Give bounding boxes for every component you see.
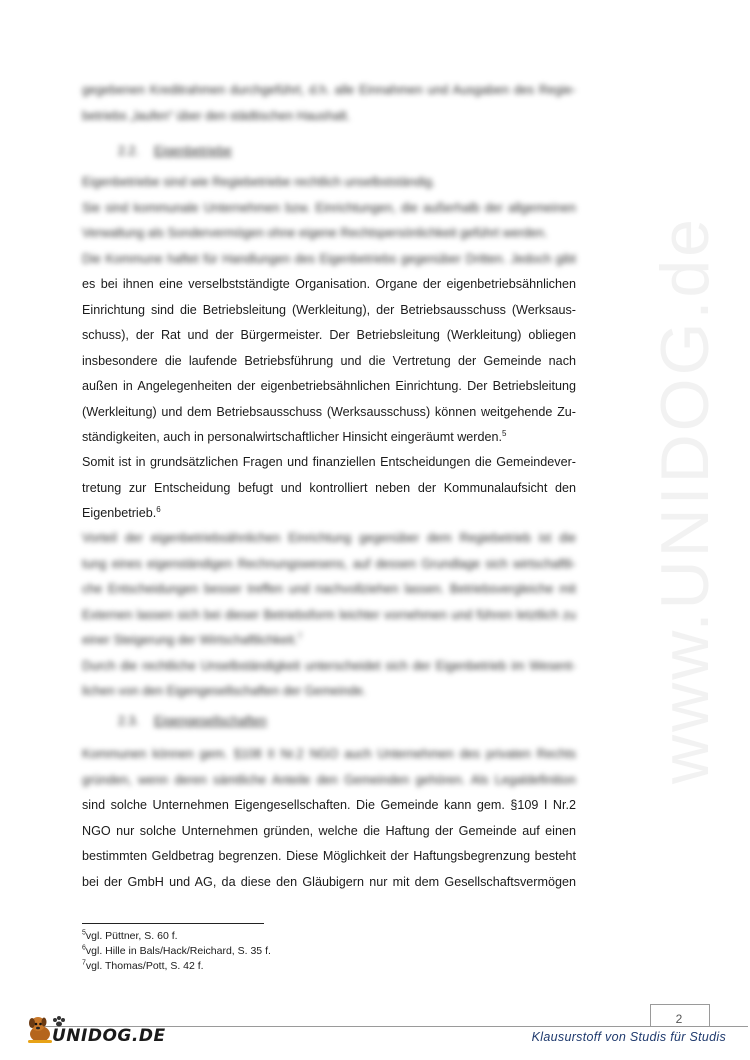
section-number: 2.3.: [118, 714, 140, 728]
section-heading-2-2: [82, 139, 612, 165]
text-line: Durch die rechtliche Unselbständigkeit unterscheidet sich der Eigenbetrieb im Wesent-: [82, 658, 576, 673]
text-line: bestimmten Geldbetrag begrenzen. Diese Möglichkeit der Haftungsbegrenzung besteht: [82, 849, 576, 863]
paragraph-eigenbetriebe: [82, 272, 576, 451]
footnote: $^7$vgl. Thomas/Pott, S. 42 f.: [82, 959, 204, 972]
text-line: Vorteil der eigenbetriebsähnlichen Einrichtung gegenüber dem Regiebetrieb ist die: [82, 531, 576, 545]
text-line: (Werkleitung) und dem Betriebsausschuss (Werksausschuss) können weitgehende Zu-: [82, 404, 576, 419]
paragraph-eigengesellschaften: [82, 793, 576, 895]
text-line: gegebenen Kreditrahmen durchgeführt, d.h. alle Einnahmen und Ausgaben des Regie-: [82, 83, 576, 97]
text-line: gründen, wenn deren sämtliche Anteile den Gemeinden gehören. Als Legaldefinition: [82, 772, 576, 787]
text-line: Eigenbetrieb.$^6$: [82, 504, 161, 520]
text-line: bei der GmbH und AG, da diese den Gläubigern nur mit dem Gesellschaftsvermögen: [82, 874, 576, 889]
text-line: lichen von den Eigengesellschaften der Gemeinde.: [82, 684, 367, 698]
footnotes: [82, 929, 271, 974]
text-line: schuss), der Rat und der Bürgermeister. Der Betriebsleitung (Werkleitung) obliegen: [82, 328, 576, 342]
text-line: einer Steigerung der Wirtschaftlichkeit.$^7$: [82, 631, 303, 647]
text-line: che Entscheidungen besser treffen und nachvollziehen lassen. Betriebsvergleiche mit: [82, 582, 576, 596]
text-line: insbesondere die laufende Betriebsführung und die Vertretung der Gemeinde nach: [82, 353, 576, 368]
text-line: ständigkeiten, auch in personalwirtschaftlicher Hinsicht eingeräumt werden.$^5$: [82, 428, 507, 444]
footnote-ref: 6: [156, 504, 161, 514]
text-line: Einrichtung sind die Betriebsleitung (Werkleitung), der Betriebsausschuss (Werksaus-: [82, 302, 576, 317]
text-line: betriebs „laufen“ über den städtischen Haushalt.: [82, 108, 351, 123]
watermark: [600, 216, 750, 784]
footer-tagline: Klausurstoff von Studis für Studis: [531, 1030, 726, 1044]
text-line: Verwaltung als Sondervermögen ohne eigene Rechtspersönlichkeit geführt werden.: [82, 226, 548, 240]
section-number: 2.2.: [118, 144, 140, 158]
footnote-separator: [82, 923, 264, 924]
paragraph-eigengesellschaften-blurred: [82, 742, 576, 793]
paragraph-vorteile-blurred: [82, 526, 576, 705]
logo-text: UNIDOG.DE: [52, 1026, 166, 1046]
text-line: tretung zur Entscheidung befugt und kontrolliert neben der Kommunalaufsicht den: [82, 480, 576, 495]
text-line: Sie sind kommunale Unternehmen bzw. Einrichtungen, die außerhalb der allgemeinen: [82, 200, 576, 215]
text-line: Eigenbetriebe sind wie Regiebetriebe rechtlich unselbstständig.: [82, 175, 436, 189]
text-line: Externen lassen sich bei dieser Betriebsform leichter vornehmen und führen letztlich zu: [82, 607, 576, 622]
footnote-ref: 7: [297, 631, 303, 641]
text-line: es bei ihnen eine verselbstständigte Organisation. Organe der eigenbetriebsähnlichen: [82, 277, 576, 291]
paragraph-gemeindevertretung: [82, 450, 576, 527]
section-heading-2-3: [82, 709, 612, 735]
section-title: Eigenbetriebe: [154, 144, 232, 158]
footnote: $^6$vgl. Hille in Bals/Hack/Reichard, S. 35 f.: [82, 944, 271, 957]
footnote-ref: 5: [502, 428, 507, 438]
paragraph-intro: [82, 78, 576, 129]
page-number: 2: [675, 1012, 683, 1026]
paragraph-eigenbetriebe-blurred: [82, 170, 576, 272]
text-line: NGO nur solche Unternehmen gründen, welche die Haftung der Gemeinde auf einen: [82, 823, 576, 838]
watermark-text: www.UNIDOG.de: [647, 216, 723, 784]
text-line: Kommunen können gem. §108 II Nr.2 NGO auch Unternehmen des privaten Rechts: [82, 747, 576, 761]
section-title: Eigengesellschaften: [154, 714, 267, 728]
text-line: Die Kommune haftet für Handlungen des Eigenbetriebs gegenüber Dritten. Jedoch gibt: [82, 251, 576, 266]
text-line: sind solche Unternehmen Eigengesellschaften. Die Gemeinde kann gem. §109 I Nr.2: [82, 798, 576, 812]
footnote: $^5$vgl. Püttner, S. 60 f.: [82, 929, 178, 942]
text-line: tung eines eigenständigen Rechnungswesens, auf dessen Grundlage sich wirtschaftli-: [82, 556, 576, 571]
text-line: außen in Angelegenheiten der eigenbetriebsähnlichen Einrichtung. Der Betriebsleitung: [82, 379, 576, 393]
text-line: Somit ist in grundsätzlichen Fragen und finanziellen Entscheidungen die Gemeindever-: [82, 455, 576, 469]
